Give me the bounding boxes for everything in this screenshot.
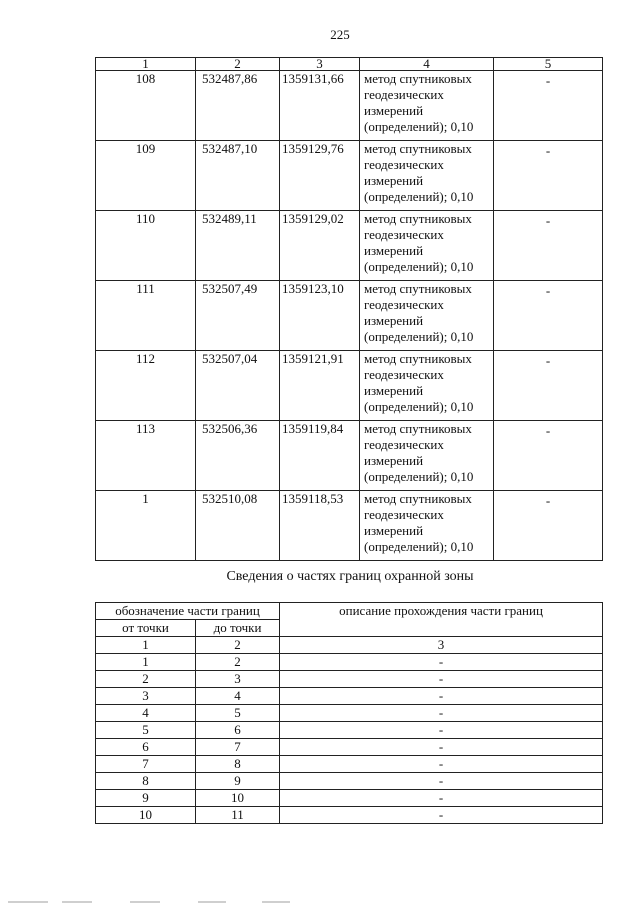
x-coordinate: 532506,36 (196, 421, 280, 491)
point-number: 109 (96, 141, 196, 211)
method-line: метод спутниковых (364, 491, 472, 506)
method-description (360, 71, 494, 141)
parts-index-row (96, 637, 603, 654)
method-line: метод спутниковых (364, 211, 472, 226)
to-point: 5 (196, 705, 280, 722)
note-cell: - (494, 141, 603, 211)
boundary-part-row (96, 756, 603, 773)
method-line: геодезических (364, 297, 444, 312)
method-line: геодезических (364, 437, 444, 452)
method-line: метод спутниковых (364, 421, 472, 436)
point-number: 108 (96, 71, 196, 141)
from-point: 1 (96, 654, 196, 671)
column-header-5: 5 (494, 58, 603, 71)
from-point: 7 (96, 756, 196, 773)
method-line: метод спутниковых (364, 71, 472, 86)
method-line: (определений); 0,10 (364, 259, 474, 274)
y-coordinate: 1359129,02 (280, 211, 360, 281)
part-description: - (280, 671, 603, 688)
point-number: 111 (96, 281, 196, 351)
y-coordinate: 1359129,76 (280, 141, 360, 211)
note-cell: - (494, 351, 603, 421)
part-description: - (280, 654, 603, 671)
note-cell: - (494, 211, 603, 281)
to-point: 2 (196, 654, 280, 671)
method-line: (определений); 0,10 (364, 469, 474, 484)
y-coordinate: 1359121,91 (280, 351, 360, 421)
method-line: геодезических (364, 157, 444, 172)
to-point: 8 (196, 756, 280, 773)
to-point: 6 (196, 722, 280, 739)
coordinate-row (96, 421, 603, 491)
point-number: 112 (96, 351, 196, 421)
boundary-part-row (96, 773, 603, 790)
method-line: (определений); 0,10 (364, 329, 474, 344)
part-description: - (280, 722, 603, 739)
boundary-part-row (96, 705, 603, 722)
method-line: (определений); 0,10 (364, 399, 474, 414)
parts-header-row-1 (96, 603, 603, 620)
x-coordinate: 532507,04 (196, 351, 280, 421)
boundary-part-row (96, 722, 603, 739)
parts-index-3: 3 (280, 637, 603, 654)
to-point: 9 (196, 773, 280, 790)
to-point: 10 (196, 790, 280, 807)
y-coordinate: 1359131,66 (280, 71, 360, 141)
method-line: (определений); 0,10 (364, 119, 474, 134)
part-description: - (280, 790, 603, 807)
part-description: - (280, 773, 603, 790)
method-description (360, 281, 494, 351)
coordinate-row (96, 351, 603, 421)
from-point-header: от точки (96, 620, 196, 637)
method-line: геодезических (364, 87, 444, 102)
from-point: 3 (96, 688, 196, 705)
column-header-1: 1 (96, 58, 196, 71)
method-line: (определений); 0,10 (364, 539, 474, 554)
from-point: 9 (96, 790, 196, 807)
point-number: 113 (96, 421, 196, 491)
x-coordinate: 532510,08 (196, 491, 280, 561)
boundary-parts-body (96, 654, 603, 824)
boundary-part-row (96, 654, 603, 671)
boundary-part-row (96, 790, 603, 807)
coordinate-row (96, 211, 603, 281)
note-cell: - (494, 491, 603, 561)
method-line: измерений (364, 103, 424, 118)
method-description (360, 491, 494, 561)
coordinates-header-row (96, 58, 603, 71)
coordinate-row (96, 491, 603, 561)
boundary-part-row (96, 807, 603, 824)
method-line: геодезических (364, 507, 444, 522)
parts-index-1: 1 (96, 637, 196, 654)
to-point: 11 (196, 807, 280, 824)
method-line: (определений); 0,10 (364, 189, 474, 204)
from-point: 4 (96, 705, 196, 722)
part-description: - (280, 688, 603, 705)
boundary-parts-table (95, 602, 603, 824)
x-coordinate: 532489,11 (196, 211, 280, 281)
x-coordinate: 532507,49 (196, 281, 280, 351)
coordinates-table (95, 57, 603, 561)
to-point: 4 (196, 688, 280, 705)
note-cell: - (494, 71, 603, 141)
note-cell: - (494, 281, 603, 351)
scan-edge-artifact (0, 897, 640, 905)
method-line: геодезических (364, 227, 444, 242)
from-point: 5 (96, 722, 196, 739)
y-coordinate: 1359118,53 (280, 491, 360, 561)
method-description (360, 141, 494, 211)
from-point: 8 (96, 773, 196, 790)
y-coordinate: 1359123,10 (280, 281, 360, 351)
method-description (360, 211, 494, 281)
coordinate-row (96, 71, 603, 141)
parts-index-2: 2 (196, 637, 280, 654)
part-description: - (280, 739, 603, 756)
y-coordinate: 1359119,84 (280, 421, 360, 491)
part-description: - (280, 756, 603, 773)
method-line: геодезических (364, 367, 444, 382)
method-line: метод спутниковых (364, 141, 472, 156)
boundary-part-row (96, 671, 603, 688)
from-point: 6 (96, 739, 196, 756)
section-title: Сведения о частях границ охранной зоны (226, 569, 474, 584)
from-point: 10 (96, 807, 196, 824)
to-point: 7 (196, 739, 280, 756)
column-header-3: 3 (280, 58, 360, 71)
x-coordinate: 532487,86 (196, 71, 280, 141)
method-line: метод спутниковых (364, 351, 472, 366)
page-number: 225 (330, 27, 350, 42)
method-line: измерений (364, 243, 424, 258)
to-point-header: до точки (196, 620, 280, 637)
method-line: измерений (364, 173, 424, 188)
method-description (360, 351, 494, 421)
method-line: измерений (364, 453, 424, 468)
method-line: измерений (364, 383, 424, 398)
boundary-description-header: описание прохождения части границ (280, 603, 603, 637)
coordinate-row (96, 281, 603, 351)
boundary-designation-header: обозначение части границ (96, 603, 280, 620)
method-description (360, 421, 494, 491)
method-line: измерений (364, 313, 424, 328)
to-point: 3 (196, 671, 280, 688)
note-cell: - (494, 421, 603, 491)
from-point: 2 (96, 671, 196, 688)
part-description: - (280, 807, 603, 824)
boundary-part-row (96, 688, 603, 705)
part-description: - (280, 705, 603, 722)
coordinates-body (96, 71, 603, 561)
coordinate-row (96, 141, 603, 211)
method-line: измерений (364, 523, 424, 538)
boundary-part-row (96, 739, 603, 756)
column-header-4: 4 (360, 58, 494, 71)
method-line: метод спутниковых (364, 281, 472, 296)
column-header-2: 2 (196, 58, 280, 71)
point-number: 110 (96, 211, 196, 281)
x-coordinate: 532487,10 (196, 141, 280, 211)
point-number: 1 (96, 491, 196, 561)
